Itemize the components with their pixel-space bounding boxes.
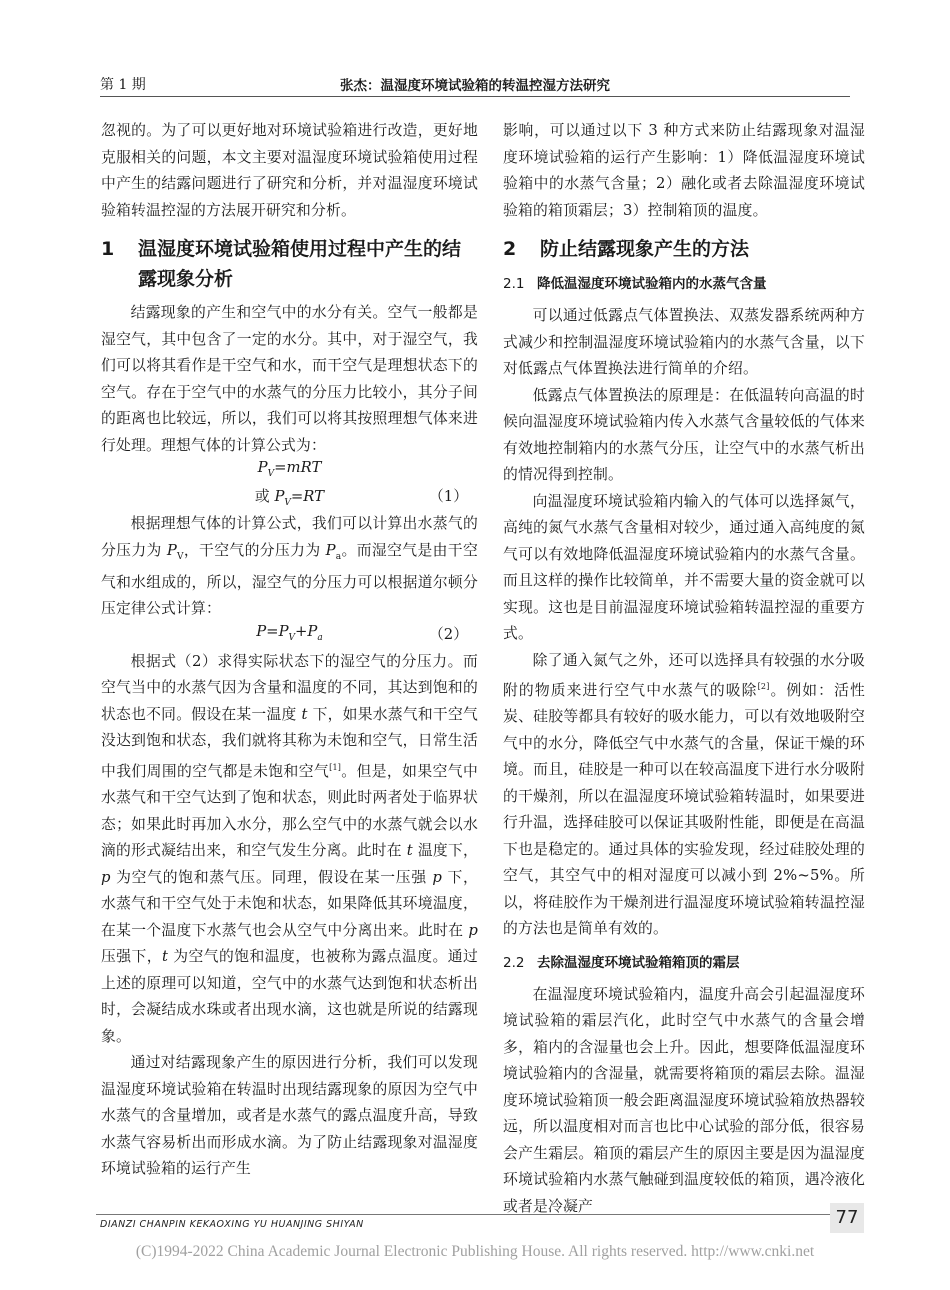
formula-symbol: P (274, 488, 285, 505)
left-column (101, 118, 478, 1183)
subsection-number: 2.1 (503, 276, 525, 292)
intro-paragraph: 忽视的。为了可以更好地对环境试验箱进行改造，更好地克服相关的问题，本文主要对温湿度环境试验箱使用过程中产生的结露问题进行了研究和分析，并对温湿度环境试验箱转温控湿的方法展开研究和分析。 (101, 122, 478, 219)
section-title: 防止结露现象产生的方法 (540, 238, 750, 260)
citation: [2] (757, 682, 770, 691)
formula-1-line-1 (101, 459, 478, 485)
right-column (503, 118, 865, 1220)
paragraph: 除了通入氮气之外，还可以选择具有较强的水分吸附的物质来进行空气中水蒸气的吸除[2]。例如：活性炭、硅胶等都具有较好的吸水能力，可以有效地吸附空气中的水分，降低空气中水蒸气的含量，保证干燥的环境。而且，硅胶是一种可以在较高温度下进行水分吸附的干燥剂，所以在温湿度环境试验箱转温时，如果要进行升温，选择硅胶可以保证其吸附性能，即便是在高温下也是稳定的。通过具体的实验发现，经过硅胶处理的空气，其空气中的相对湿度可以减小到 2%~5%。所以，将硅胶作为干燥剂进行温湿度环境试验箱转温控湿的方法也是简单有效的。 (503, 651, 866, 938)
paragraph: 低露点气体置换法的原理是：在低温转向高温的时候向温湿度环境试验箱内传入水蒸气含量较低的气体来有效地控制箱内的水蒸气分压，让空气中的水蒸气析出的情况得到控制。 (503, 386, 865, 483)
section-2-heading (503, 234, 865, 264)
section-number: 1 (101, 238, 115, 260)
paragraph: 根据理想气体的计算公式，我们可以计算出水蒸气的分压力为 $P_V$，干空气的分压力为 $P_a$。而湿空气是由干空气和水组成的，所以，湿空气的分压力可以根据道尔顿分压定律公式计算： (101, 515, 478, 618)
journal-name: DIANZI CHANPIN KEKAOXING YU HUANJING SHIYAN (100, 1219, 364, 1230)
page-header (100, 72, 850, 97)
formula-rest: =mRT (274, 459, 322, 476)
section-1-heading (101, 234, 478, 294)
paragraph: 在温湿度环境试验箱内，温度升高会引起温湿度环境试验箱的霜层汽化，此时空气中水蒸气的含量会增多，箱内的含湿量也会上升。因此，想要降低温湿度环境试验箱内的含湿量，就需要将箱顶的霜层去除。温湿度环境试验箱顶一般会距离温湿度环境试验箱放热器较远，所以温度相对而言也比中心试验的部分低，很容易会产生霜层。箱顶的霜层产生的原因主要是因为温湿度环境试验箱内水蒸气触碰到温度较低的箱顶，遇冷液化或者是冷凝产 (503, 985, 865, 1215)
formula-or: 或 (254, 488, 275, 505)
formula-rest: =RT (290, 488, 325, 505)
equation-number: （2） (428, 625, 468, 643)
paragraph: 向温湿度环境试验箱内输入的气体可以选择氮气，高纯的氮气水蒸气含量相对较少，通过通入高纯度的氮气可以有效地降低温湿度环境试验箱内的水蒸气含量。而且这样的操作比较简单，并不需要大量的资金就可以实现。这也是目前温湿度环境试验箱转温控湿的重要方式。 (503, 492, 865, 642)
formula-2: $P=P_V+P_a$ （2） (256, 622, 468, 643)
copyright-watermark: (C)1994-2022 China Academic Journal Electronic Publishing House. All rights reserved. http://www.cnki.net (135, 1243, 815, 1260)
page-number: 77 (830, 1203, 864, 1233)
equation-number: （1） (428, 488, 468, 505)
subsection-2-2-heading (503, 951, 865, 975)
citation: [1] (329, 762, 342, 772)
subsection-number: 2.2 (503, 954, 525, 971)
subsection-title: 去除温湿度环境试验箱箱顶的霜层 (537, 954, 740, 971)
formula-1-line-2 (101, 485, 478, 511)
paragraph: 通过对结露现象产生的原因进行分析，我们可以发现温湿度环境试验箱在转温时出现结露现象的原因为空气中水蒸气的含量增加，或者是水蒸气的露点温度升高，导致水蒸气容易析出而形成水滴。为了防止结露现象对温湿度环境试验箱的运行产生 (101, 1054, 478, 1178)
paragraph: 根据式（2）求得实际状态下的湿空气的分压力。而空气当中的水蒸气因为含量和温度的不同，其达到饱和的状态也不同。假设在某一温度 t 下，如果水蒸气和干空气没达到饱和状态，我们就将其称为未饱和空气，日常生活中我们周围的空气都是未饱和空气[1]。但是，如果空气中水蒸气和干空气达到了饱和状态，则此时两者处于临界状态；如果此时再加入水分，那么空气中的水蒸气就会以水滴的形式凝结出来，和空气发生分离。此时在 t 温度下，p 为空气的饱和蒸气压。同理，假设在某一压强 p 下，水蒸气和干空气处于未饱和状态，如果降低其环境温度，在某一个温度下水蒸气也会从空气中分离出来。此时在 p 压强下，t 为空气的饱和温度，也被称为露点温度。通过上述的原理可以知道，空气中的水蒸气达到饱和状态析出时，会凝结成水珠或者出现水滴，这也就是所说的结露现象。 (101, 652, 478, 1045)
section-number: 2 (503, 238, 517, 260)
paragraph: 结露现象的产生和空气中的水分有关。空气一般都是湿空气，其中包含了一定的水分。其中，对于湿空气，我们可以将其看作是干空气和水，而干空气是理想状态下的空气。存在于空气中的水蒸气的分压力比较小，其分子间的距离也比较远，所以，我们可以将其按照理想气体来进行处理。理想气体的计算公式为： (101, 304, 478, 454)
formula-symbol: P (257, 459, 268, 476)
paragraph: 影响，可以通过以下 3 种方式来防止结露现象对温湿度环境试验箱的运行产生影响：1）降低温湿度环境试验箱中的水蒸气含量；2）融化或者去除温湿度环境试验箱的箱顶霜层；3）控制箱顶的温度。 (503, 122, 865, 219)
paragraph: 可以通过低露点气体置换法、双蒸发器系统两种方式减少和控制温湿度环境试验箱内的水蒸气含量，以下对低露点气体置换法进行简单的介绍。 (503, 307, 865, 377)
subsection-2-1-heading (503, 272, 865, 296)
page-footer (96, 1207, 864, 1237)
formula-subscript: V (267, 468, 275, 479)
formula-subscript: V (284, 497, 291, 508)
section-title: 温湿度环境试验箱使用过程中产生的结露现象分析 (138, 238, 462, 290)
running-title: 张杰：温湿度环境试验箱的转温控湿方法研究 (340, 78, 610, 94)
subsection-title: 降低温湿度环境试验箱内的水蒸气含量 (537, 276, 767, 292)
issue-number: 第 1 期 (100, 77, 146, 93)
